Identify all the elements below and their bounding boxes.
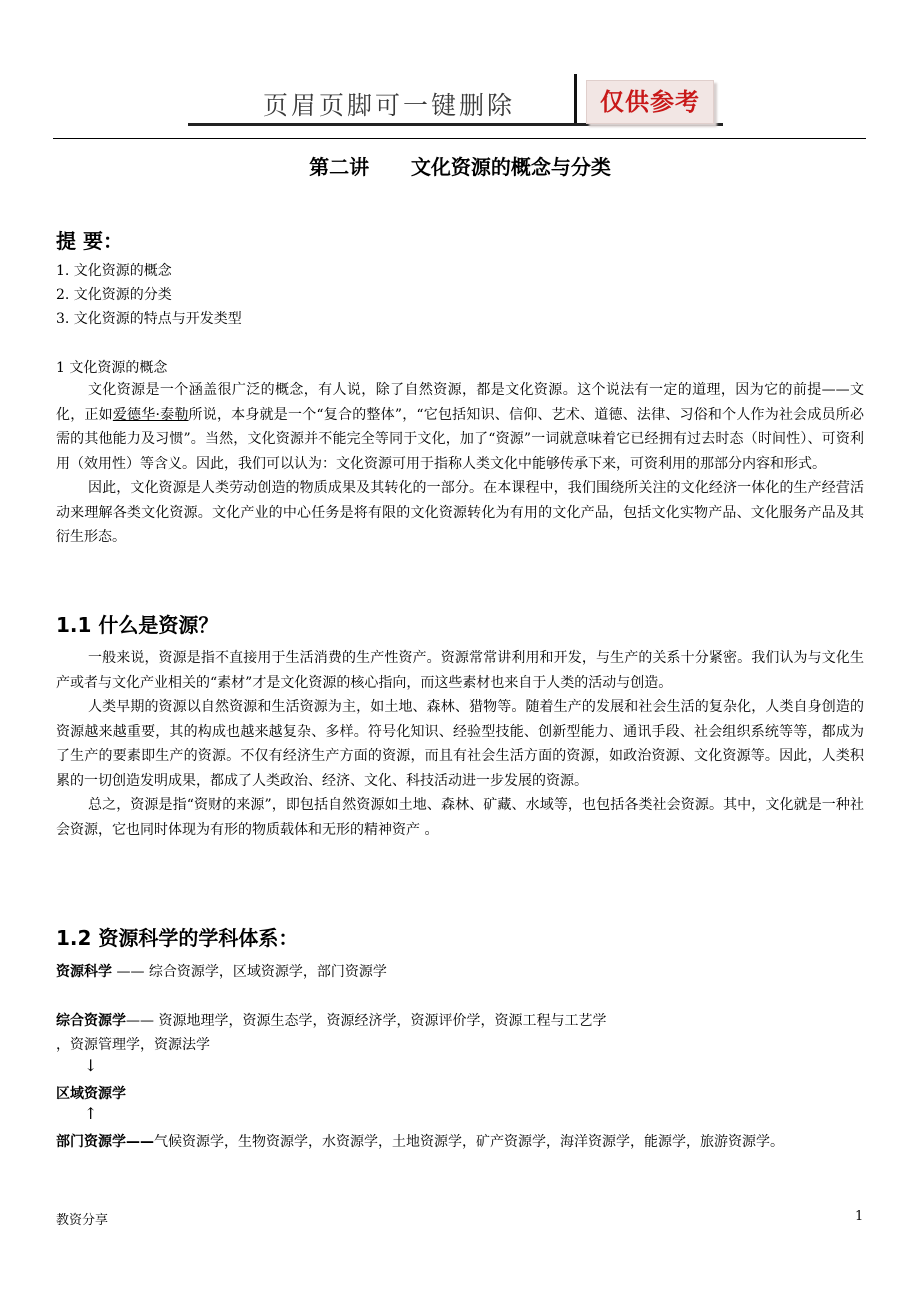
regional-resource-line: 区域资源学 (56, 1086, 126, 1102)
summary-item: 1. 文化资源的概念 (56, 263, 172, 279)
arrow-up-icon: ↑ (84, 1104, 98, 1123)
paragraph: 总之，资源是指“资财的来源”，即包括自然资源如土地、森林、矿藏、水域等，也包括各类社会资源。其中，文化就是一种社会资源，它也同时体现为有形的物质载体和无形的精神资产 。 (56, 797, 864, 838)
summary-heading: 提 要： (56, 229, 123, 253)
sector-resource-line: 部门资源学——气候资源学，生物资源学，水资源学，土地资源学，矿产资源学，海洋资源学，能源学，旅游资源学。 (56, 1134, 784, 1150)
page-number: 1 (855, 1209, 864, 1224)
author-link[interactable]: 爱德华·泰勒 (112, 406, 189, 423)
section-1-1-body (56, 646, 864, 842)
section1-body (56, 378, 864, 550)
footer-label: 教资分享 (56, 1213, 109, 1228)
section-1-2-heading: 1.2 资源科学的学科体系： (56, 926, 299, 950)
paragraph: 文化资源是一个涵盖很广泛的概念，有人说，除了自然资源，都是文化资源。这个说法有一定的道理，因为它的前提——文化，正如爱德华·泰勒所说，本身就是一个“复合的整体”，“它包括知识、信仰、艺术、道德、法律、习俗和个人作为社会成员所必需的其他能力及习惯”。当然，文化资源并不能完全等同于文化，加了“资源”一词就意味着它已经拥有过去时态（时间性）、可资利用（效用性）等含义。因此，我们可以认为：文化资源可用于指称人类文化中能够传承下来，可资利用的那部分内容和形式。 (56, 382, 864, 472)
summary-item: 2. 文化资源的分类 (56, 287, 172, 303)
stamp-text: 仅供参考 (600, 88, 700, 116)
integrated-resource-line-cont: ，资源管理学，资源法学 (56, 1037, 210, 1053)
watermark-banner-text: 页眉页脚可一键删除 (263, 91, 516, 120)
integrated-resource-line: 综合资源学—— 资源地理学，资源生态学，资源经济学，资源评价学，资源工程与工艺学 (56, 1013, 607, 1029)
page-title: 第二讲 文化资源的概念与分类 (309, 155, 611, 179)
paragraph: 因此，文化资源是人类劳动创造的物质成果及其转化的一部分。在本课程中，我们围绕所关注的文化经济一体化的生产经营活动来理解各类文化资源。文化产业的中心任务是将有限的文化资源转化为有用的文化产品，包括文化实物产品、文化服务产品及其衍生形态。 (56, 480, 864, 545)
summary-item: 3. 文化资源的特点与开发类型 (56, 311, 242, 327)
header-rule (53, 138, 866, 139)
paragraph: 人类早期的资源以自然资源和生活资源为主，如土地、森林、猎物等。随着生产的发展和社会生活的复杂化，人类自身创造的资源越来越重要，其的构成也越来越复杂、多样。符号化知识、经验型技能、创新型能力、通讯手段、社会组织系统等等，都成为了生产的要素即生产的资源。不仅有经济生产方面的资源，而且有社会生活方面的资源，如政治资源、文化资源等。因此，人类积累的一切创造发明成果，都成了人类政治、经济、文化、科技活动进一步发展的资源。 (56, 699, 864, 789)
summary-list (56, 259, 242, 331)
section1-heading: 1 文化资源的概念 (56, 360, 168, 376)
reference-only-stamp (586, 80, 714, 124)
section-1-1-heading: 1.1 什么是资源？ (56, 613, 219, 637)
paragraph: 一般来说，资源是指不直接用于生活消费的生产性资产。资源常常讲利用和开发，与生产的关系十分紧密。我们认为与文化生产或者与文化产业相关的“素材”才是文化资源的核心指向，而这些素材也来自于人类的活动与创造。 (56, 650, 864, 691)
arrow-down-icon: ↓ (84, 1056, 98, 1075)
banner-divider (574, 74, 577, 126)
resource-science-line: 资源科学 —— 综合资源学，区域资源学，部门资源学 (56, 964, 387, 980)
